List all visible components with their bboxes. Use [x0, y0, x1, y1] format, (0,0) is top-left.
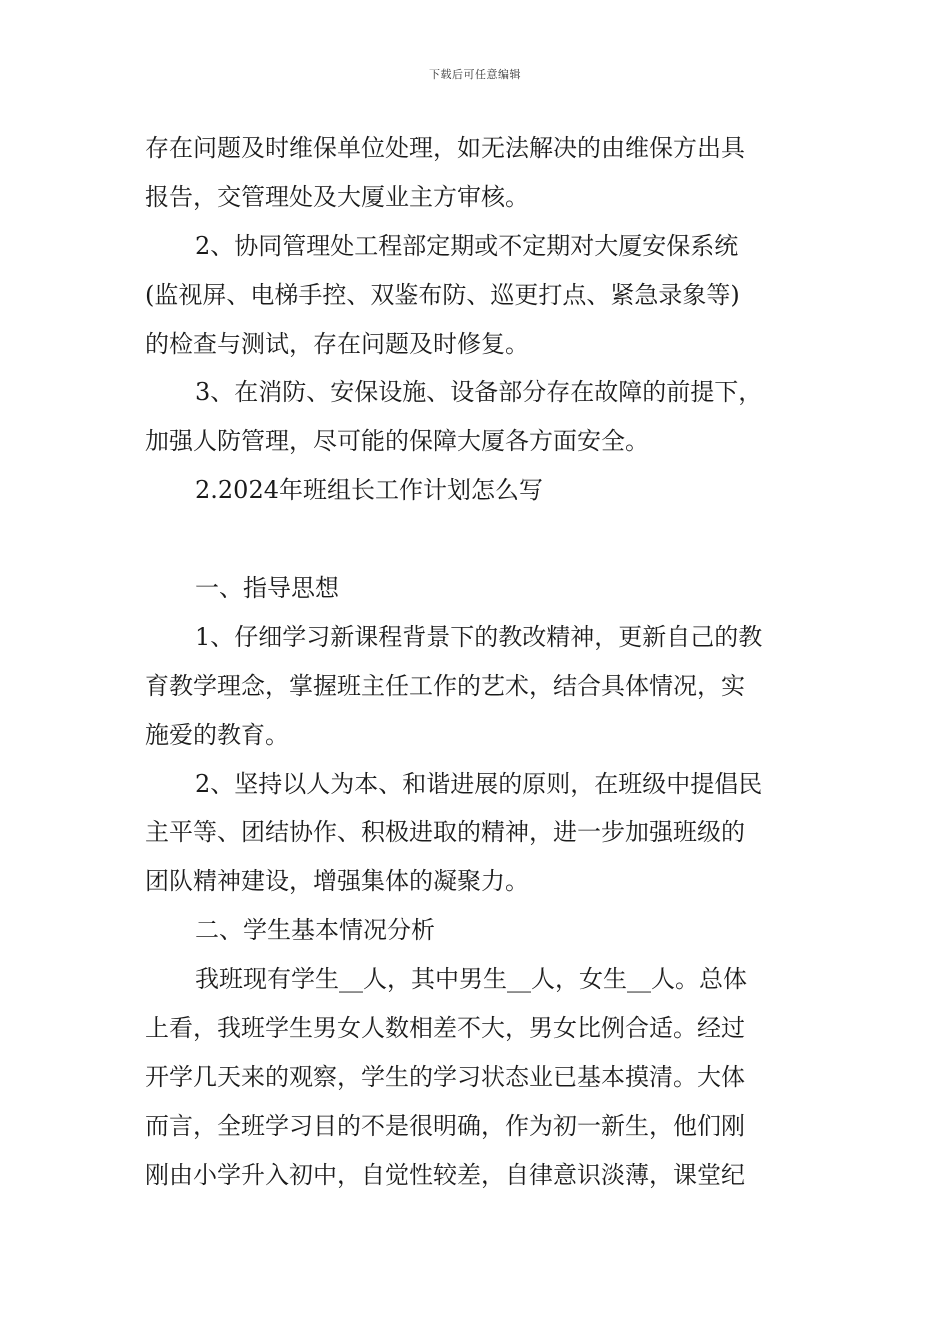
paragraph: [145, 613, 810, 760]
text-line: 2、坚持以人为本、和谐进展的原则，在班级中提倡民: [195, 769, 763, 798]
text-line: 育教学理念，掌握班主任工作的艺术，结合具体情况，实: [145, 671, 745, 700]
text-line: 主平等、团结协作、积极进取的精神，进一步加强班级的: [145, 818, 745, 847]
paragraph: [145, 564, 810, 613]
paragraph-gap: [145, 515, 810, 564]
paragraph: [145, 368, 810, 466]
text-line: 的检查与测试，存在问题及时修复。: [145, 329, 529, 358]
text-line: 报告，交管理处及大厦业主方审核。: [145, 182, 529, 211]
paragraph: [145, 466, 810, 515]
paragraph: [145, 124, 810, 222]
document-body: [145, 124, 810, 1200]
text-line: 我班现有学生__人，其中男生__人，女生__人。总体: [195, 965, 747, 994]
text-line: 团队精神建设，增强集体的凝聚力。: [145, 867, 529, 896]
text-line: 刚由小学升入初中，自觉性较差，自律意识淡薄，课堂纪: [145, 1160, 745, 1189]
text-line: 开学几天来的观察，学生的学习状态业已基本摸清。大体: [145, 1062, 745, 1091]
text-line: 3、在消防、安保设施、设备部分存在故障的前提下，: [195, 378, 763, 407]
text-line: 而言，全班学习目的不是很明确，作为初一新生，他们刚: [145, 1111, 745, 1140]
paragraph: [145, 955, 810, 1199]
text-line: 2.2024年班组长工作计划怎么写: [195, 476, 543, 505]
text-line: 2、协同管理处工程部定期或不定期对大厦安保系统: [195, 231, 739, 260]
text-line: (监视屏、电梯手控、双鉴布防、巡更打点、紧急录象等): [145, 280, 740, 309]
text-line: 存在问题及时维保单位处理，如无法解决的由维保方出具: [145, 134, 745, 162]
paragraph: [145, 760, 810, 907]
paragraph: [145, 906, 810, 955]
text-line: 二、学生基本情况分析: [195, 916, 435, 945]
text-line: 施爱的教育。: [145, 720, 289, 749]
text-line: 1、仔细学习新课程背景下的教改精神，更新自己的教: [195, 622, 763, 651]
paragraph: [145, 222, 810, 369]
text-line: 上看，我班学生男女人数相差不大，男女比例合适。经过: [145, 1014, 745, 1043]
header-note: 下载后可任意编辑: [429, 68, 521, 81]
text-line: 一、指导思想: [195, 574, 339, 603]
text-line: 加强人防管理，尽可能的保障大厦各方面安全。: [145, 427, 649, 456]
